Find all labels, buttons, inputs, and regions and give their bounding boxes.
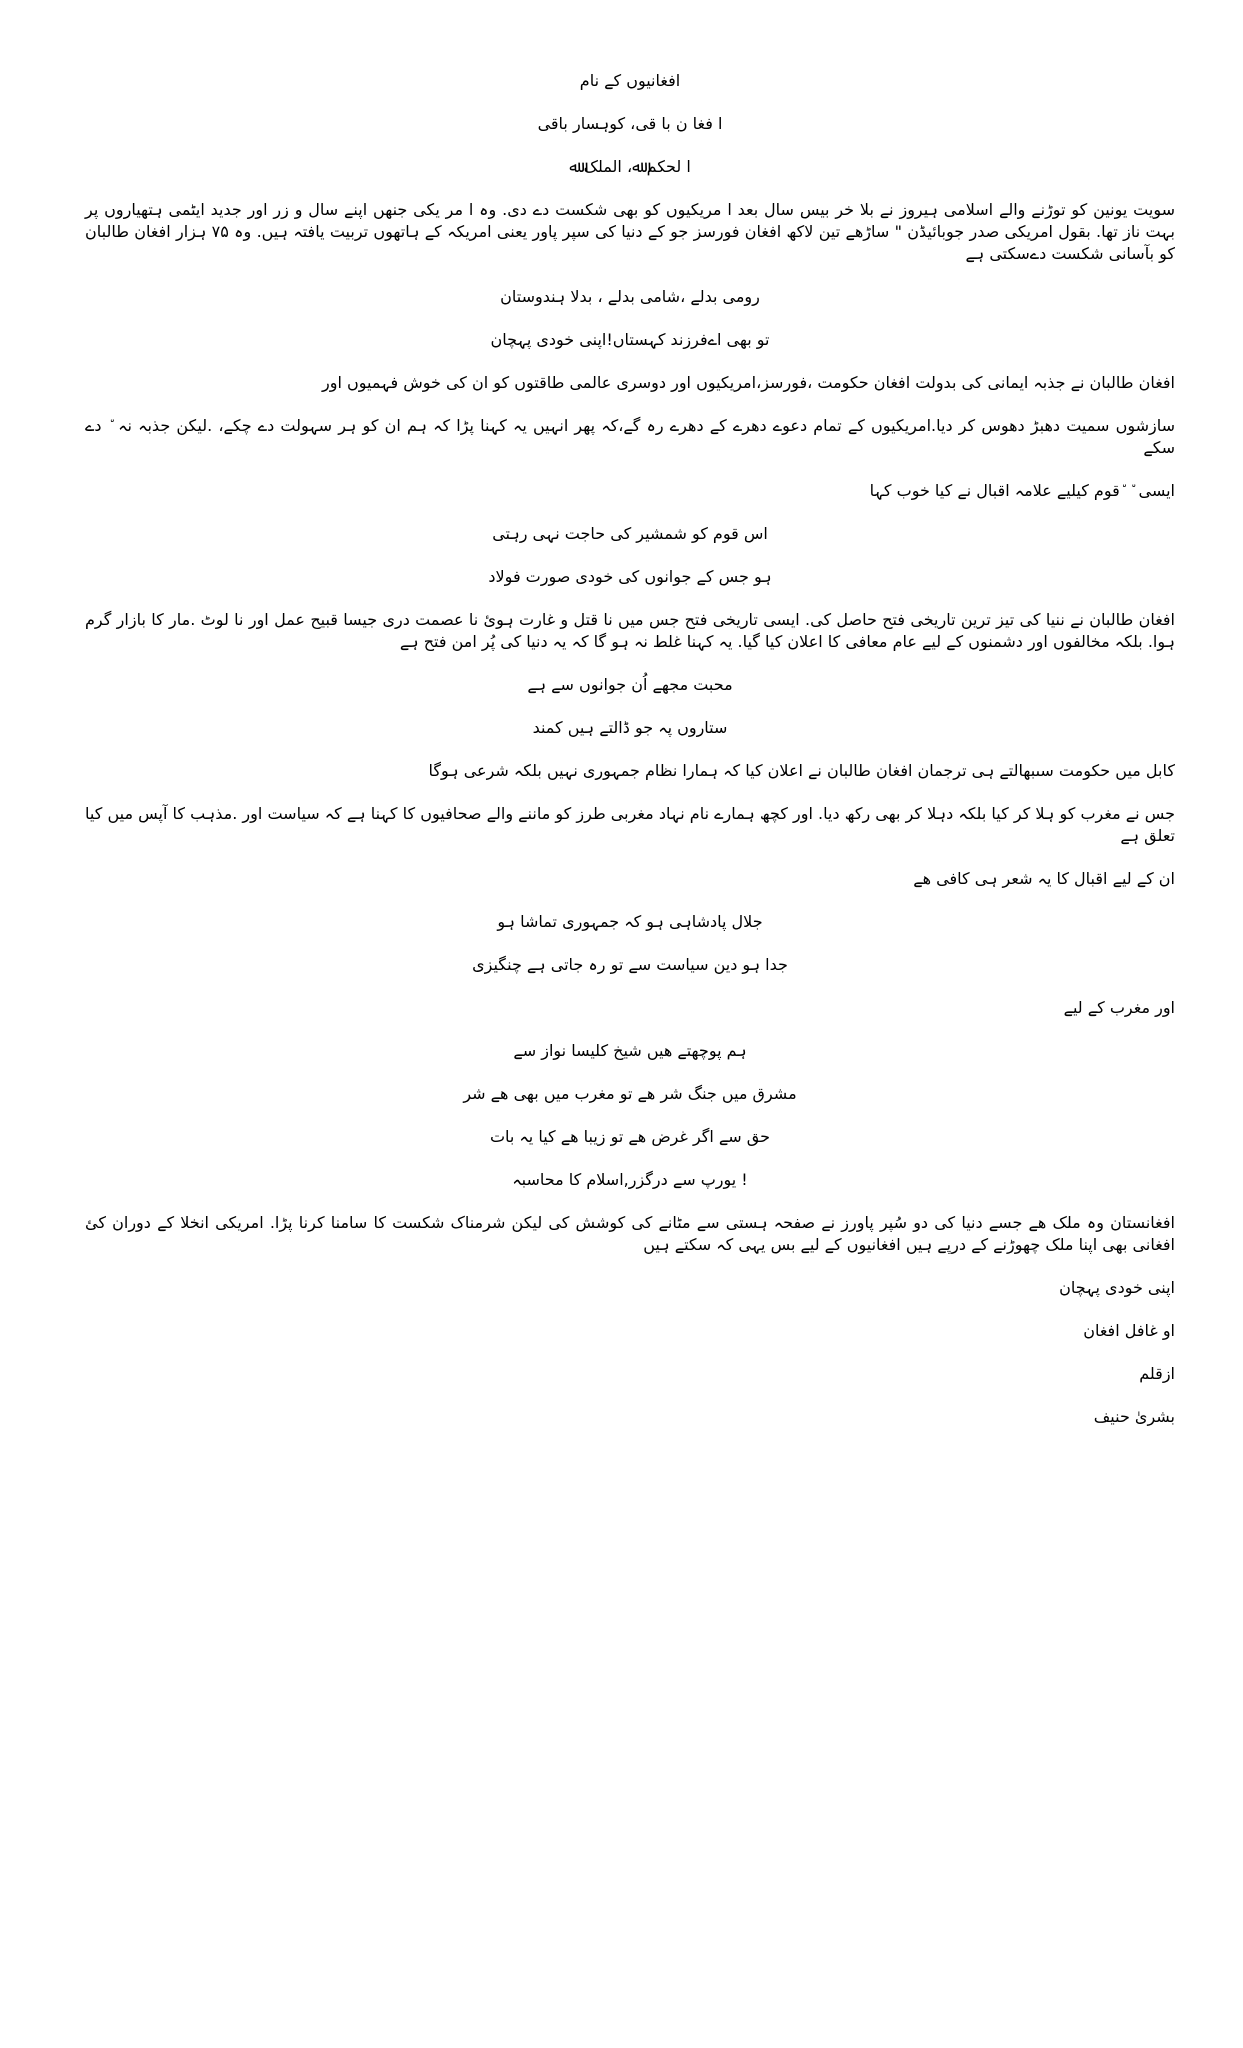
verse-line: رومی بدلے ،شامی بدلے ، بدلا ہندوستان xyxy=(500,287,760,306)
slogan-line: ا فغا ن با قی، کوہسار باقی xyxy=(537,114,723,133)
verse-line: تو بھی اےفرزند کہستاں!اپنی خودی پہچان xyxy=(490,330,770,349)
closing-line: او غافل افغان xyxy=(1083,1321,1175,1340)
paragraph: سویت یونین کو توڑنے والے اسلامی ہیروز نے بلا خر بیس سال بعد ا مریکیوں کو بھی شکست دے دی. وہ ا مر یکی جنھں اپنے سال و زر اور جدید ایٹمی ہتھیاروں پر بہت ناز تھا. بقول امریکی صدر جوبائیڈن " ساڑھے تین لاکھ افغان فورسز جو کے دنیا کی سپر پاور یعنی امریکہ کے ہاتھوں تربیت یافتہ ہیں. وہ ۷۵ ہزار افغان طالبان کو بآسانی شکست دےسکتی ہے xyxy=(85,200,1175,263)
verse-line: ہو جس کے جوانوں کی خودی صورت فولاد xyxy=(488,567,772,586)
paragraph: افغان طالبان نے ننیا کی تیز ترین تاریخی فتح حاصل کی. ایسی تاریخی فتح جس میں نا قتل و غارت ہوئ نا عصمت دری جیسا قبیح عمل اور نا لوٹ .مار کا بازار گرم ہوا. بلکہ مخالفوں اور دشمنوں کے لیے عام معافی کا اعلان کیا گیا. یہ کہنا غلط نہ ہو گا کہ یہ دنیا کی پُر امن فتح ہے xyxy=(85,610,1175,651)
closing-line: اپنی خودی پہچان xyxy=(1059,1278,1175,1297)
paragraph: ان کے لیے اقبال کا یہ شعر ہی کافی ھے xyxy=(913,869,1175,888)
paragraph: افغان طالبان نے جذبہ ایمانی کی بدولت افغان حکومت ،فورسز،امریکیوں اور دوسری عالمی طاقتوں کو ان کی خوش فہمیوں اور xyxy=(322,373,1175,392)
verse-line: مشرق میں جنگ شر ھے تو مغرب میں بھی ھے شر xyxy=(463,1084,797,1103)
paragraph: کابل میں حکومت سںبھالتے ہی ترجمان افغان طالبان نے اعلان کیا کہ ہمارا نظام جمہوری نہیں بلکہ شرعی ہوگا xyxy=(428,761,1175,780)
verse-line: ستاروں پہ جو ڈالتے ہیں کمند xyxy=(532,718,728,737)
verse-line: ! یورپ سے درگزر,اسلام کا محاسبہ xyxy=(512,1170,748,1189)
verse-line: ہم پوچھتے ھیں شیخ کلیسا نواز سے xyxy=(513,1041,747,1060)
paragraph: اور مغرب کے لیے xyxy=(1063,998,1175,1017)
author-name: بشریٰ حنیف xyxy=(1093,1407,1175,1426)
document-title: افغانیوں کے نام xyxy=(579,71,681,90)
verse-line: حق سے اگر غرض ھے تو زیبا ھے کیا یہ بات xyxy=(489,1127,771,1146)
paragraph: سازشوں سمیت دھبڑ دھوس کر دیا.امریکیوں کے تمام دعوے دھرے کے دھرے رہ گے،کہ پھر انہیں یہ کہنا پڑا کہ ہم ان کو ہر سہولت دے چکے، .لیکن جذبہ نہ ٘ دے سکے xyxy=(85,416,1175,457)
slogan-line: ا لحکم ﷲ، الملک ﷲ xyxy=(569,157,691,176)
byline-label: ازقلم xyxy=(1139,1364,1175,1383)
verse-line: اس قوم کو شمشیر کی حاجت نہی رہتی xyxy=(492,524,768,543)
verse-line: جلال پادشاہی ہو کہ جمہوری تماشا ہو xyxy=(497,912,763,931)
paragraph: جس نے مغرب کو ہلا کر کیا بلکہ دہلا کر بھی رکھ دیا. اور کچھ ہمارے نام نہاد مغربی طرز کو ماننے والے صحافیوں کا کہنا ہے کہ سیاست اور .مذہب کا آپس میں کیا تعلق ہے xyxy=(85,804,1175,845)
document-page xyxy=(85,70,1175,1449)
verse-line: جدا ہو دین سیاست سے تو رہ جاتی ہے چنگیزی xyxy=(472,955,788,974)
paragraph: افغانستان وہ ملک ھے جسے دنیا کی دو سُپر پاورز نے صفحہ ہستی سے مٹانے کی کوشش کی لیکن شرمناک شکست کا سامنا کرنا پڑا. امریکی انخلا کے دوران کئ افغانی بھی اپنا ملک چھوڑنے کے درپے ہیں افغانیوں کے لیے بس یہی کہ سکتے ہیں xyxy=(85,1213,1175,1254)
paragraph: ایسی ٘ ٘قوم کیلیے علامہ اقبال نے کیا خوب کہا xyxy=(869,481,1175,500)
verse-line: محبت مجھے اُن جوانوں سے ہے xyxy=(527,675,733,694)
